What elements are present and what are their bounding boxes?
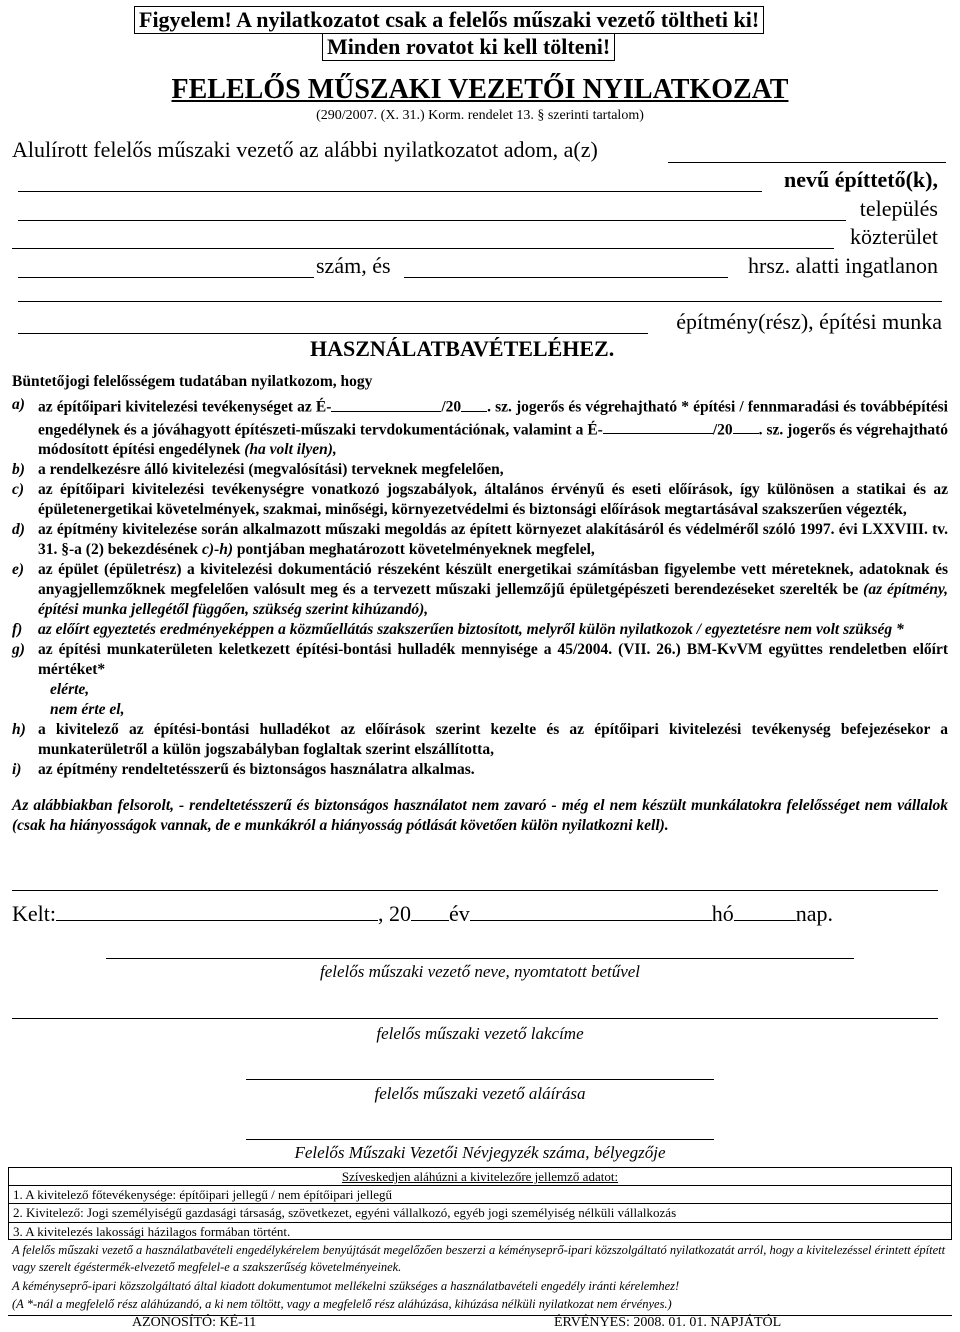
builder-name-field-2[interactable] bbox=[18, 191, 762, 192]
item-h bbox=[12, 720, 948, 760]
item-a-text6: (ha volt ilyen), bbox=[244, 441, 337, 458]
number-label: szám, és bbox=[316, 253, 391, 278]
year-label: év bbox=[449, 901, 470, 926]
item-a-label: a) bbox=[12, 396, 25, 413]
chimney-note: A felelős műszaki vezető a használatbavételi engedélykérelem benyújtását megelőzően beszerzi a kéményseprő-ipari közszolgáltató nyilatkozatát arról, hogy a kivitelezéssel érintett épített vagy szerelt égéstermék-elvezető megfelel-e a szakszerűség követelményeinek. bbox=[12, 1243, 946, 1274]
contractor-box bbox=[8, 1167, 952, 1240]
registry-caption: Felelős Műszaki Vezetői Névjegyzék száma, bélyegzője bbox=[294, 1143, 666, 1162]
warning-box-2 bbox=[322, 33, 615, 61]
warning-box-1 bbox=[134, 6, 764, 34]
item-d-text-italic: c)-h) bbox=[202, 541, 234, 558]
purpose-heading: HASZNÁLATBAVÉTELÉHEZ. bbox=[310, 336, 615, 361]
place-label: Kelt: bbox=[12, 901, 56, 926]
item-h-label: h) bbox=[12, 721, 26, 738]
registry-field[interactable] bbox=[246, 1139, 714, 1140]
lot-number-field[interactable] bbox=[404, 277, 728, 278]
item-f bbox=[12, 620, 948, 640]
item-e-text: az épület (épületrész) a kivitelezési dokumentáció részeként készült energetikai számításban figyelembe vett méreteknek, adatoknak és anyagjellemzőknek megfelelően valósult meg és a tervezett műszaki jellemzőjű épületgépészeti berendezéseket szerelték be bbox=[38, 561, 948, 598]
closing-statement: Az alábbiakban felsorolt, - rendeltetésszerű és biztonságos használatot nem zavaró - még el nem készült munkálatokra felelősséget nem vállalok (csak ha hiányosságok vannak, de e munkákról a hiányosság pótlását követően külön nyilatkozni kell). bbox=[12, 797, 948, 834]
name-field[interactable] bbox=[106, 958, 854, 959]
warning-text-2: Minden rovatot ki kell tölteni! bbox=[327, 34, 611, 59]
item-d-text: az építmény kivitelezése során alkalmazott műszaki megoldás az épített környezet alakításáról és védelméről szóló 1997. évi LXXVIII. tv. 31. §-a (2) bekezdésének bbox=[38, 521, 948, 558]
settlement-field[interactable] bbox=[18, 220, 846, 221]
warning-text-1: Figyelem! A nyilatkozatot csak a felelős műszaki vezető töltheti ki! bbox=[139, 7, 760, 32]
modified-permit-year-field[interactable] bbox=[733, 418, 759, 435]
declaration-intro: Büntetőjogi felelősségem tudatában nyilatkozom, hogy bbox=[12, 373, 373, 390]
item-a bbox=[12, 395, 948, 460]
contractor-option-3[interactable]: 3. A kivitelezés lakossági házilagos formában történt. bbox=[13, 1224, 291, 1239]
date-line bbox=[12, 898, 833, 928]
place-field[interactable] bbox=[56, 898, 378, 921]
address-field[interactable] bbox=[12, 1018, 938, 1019]
building-work-field-1[interactable] bbox=[18, 301, 942, 302]
form-id: AZONOSÍTÓ: KÉ-11 bbox=[132, 1315, 257, 1330]
contractor-prompt: Szíveskedjen aláhúzni a kivitelezőre jellemző adatot: bbox=[9, 1168, 951, 1186]
permit-number-field[interactable] bbox=[331, 395, 441, 412]
month-label: hó bbox=[711, 901, 734, 926]
permit-year-field[interactable] bbox=[461, 395, 487, 412]
address-caption: felelős műszaki vezető lakcíme bbox=[376, 1024, 584, 1043]
building-work-field-2[interactable] bbox=[18, 333, 648, 334]
item-f-text: az előírt egyeztetés eredményeképpen a közműellátás szakszerűen biztosított, melyről külön nyilatkozok / egyeztetésre nem volt szükség * bbox=[38, 621, 904, 638]
declaration-body bbox=[12, 372, 948, 836]
item-a-text1: az építőipari kivitelezési tevékenységet az É- bbox=[38, 398, 332, 416]
signature-caption: felelős műszaki vezető aláírása bbox=[374, 1084, 586, 1103]
item-g-option-1[interactable]: elérte, bbox=[50, 681, 90, 698]
item-c-text: az építőipari kivitelezési tevékenységre vonatkozó jogszabályok, általános érvényű és eseti előírások, így különösen a statikai és az épületenergetikai követelmények, szakmai, minőségi, környezetvédelmi és biztonsági előírások megtartásával szakszerűen végezték, bbox=[38, 481, 948, 518]
item-d bbox=[12, 520, 948, 560]
item-g-label: g) bbox=[12, 641, 25, 658]
item-d-text2: pontjában meghatározott követelményeknek megfelel, bbox=[236, 541, 595, 558]
item-h-text: a kivitelező az építési-bontási hulladékot az előírások szerint kezelte és az építőipari kivitelezési tevékenység befejezésekor a munkaterületről a külön jogszabályban foglaltak szerint elszállította, bbox=[38, 721, 948, 758]
builder-label: nevű építtető(k), bbox=[784, 167, 938, 192]
month-field[interactable] bbox=[470, 898, 712, 921]
building-work-label: építmény(rész), építési munka bbox=[676, 309, 942, 334]
lot-label: hrsz. alatti ingatlanon bbox=[748, 253, 938, 278]
day-field[interactable] bbox=[734, 898, 796, 921]
builder-name-field-1[interactable] bbox=[668, 162, 946, 163]
day-label: nap. bbox=[795, 901, 834, 926]
name-caption: felelős műszaki vezető neve, nyomtatott betűvel bbox=[319, 962, 641, 981]
page-subtitle: (290/2007. (X. 31.) Korm. rendelet 13. § szerinti tartalom) bbox=[316, 108, 644, 123]
year-field[interactable] bbox=[411, 898, 449, 921]
item-c bbox=[12, 480, 948, 520]
attachment-note: A kéményseprő-ipari közszolgáltató által kiadott dokumentumot mellékelni szükséges a használatbavételi engedély iránti kérelemhez! bbox=[12, 1279, 680, 1293]
item-f-label: f) bbox=[12, 621, 23, 638]
item-c-label: c) bbox=[12, 481, 25, 498]
settlement-label: település bbox=[859, 196, 938, 221]
signature-field[interactable] bbox=[246, 1079, 714, 1080]
item-b bbox=[12, 460, 948, 480]
item-e-text-italic: (az építmény, építési munka jellegétől függően, szükség szerint kihúzandó), bbox=[38, 581, 949, 618]
item-b-label: b) bbox=[12, 461, 25, 478]
item-d-label: d) bbox=[12, 521, 25, 538]
contractor-option-1[interactable]: 1. A kivitelező főtevékenysége: építőipari jellegű / nem építőipari jellegű bbox=[9, 1186, 951, 1204]
item-a-text3: . sz. jogerős és végrehajtható * építési / fennmaradási és továbbépítési engedélynek és a jóváhagyott építészeti-műszaki tervdokumentációnak, valamint a É- bbox=[38, 398, 948, 438]
page-title: FELELŐS MŰSZAKI VEZETŐI NYILATKOZAT bbox=[171, 74, 789, 105]
intro-text: Alulírott felelős műszaki vezető az alábbi nyilatkozatot adom, a(z) bbox=[12, 137, 598, 162]
item-e bbox=[12, 560, 948, 620]
house-number-field[interactable] bbox=[18, 277, 314, 278]
unfinished-work-field[interactable] bbox=[12, 890, 938, 891]
public-area-label: közterület bbox=[850, 224, 938, 249]
item-a-text2: /20 bbox=[441, 398, 462, 416]
item-i-label: i) bbox=[12, 761, 22, 778]
item-b-text: a rendelkezésre álló kivitelezési (megvalósítási) terveknek megfelelően, bbox=[38, 461, 504, 478]
item-g-text: az építési munkaterületen keletkezett építési-bontási hulladék mennyisége a 45/2004. (VII. 26.) BM-KvVM együttes rendeletben előírt mértéket* bbox=[38, 641, 948, 678]
year-prefix: , 20 bbox=[378, 901, 411, 926]
item-a-text5: . sz. jogerős és végrehajtható módosított építési engedélynek bbox=[38, 421, 948, 458]
item-i bbox=[12, 760, 948, 780]
item-i-text: az építmény rendeltetésszerű és biztonságos használatra alkalmas. bbox=[38, 761, 475, 778]
item-g-option-2[interactable]: nem érte el, bbox=[50, 701, 125, 718]
contractor-option-2[interactable]: 2. Kivitelező: Jogi személyiségű gazdasági társaság, szövetkezet, egyéni vállalkozó, egyéb jogi személyiség nélküli vállalkozás bbox=[9, 1204, 951, 1223]
item-e-label: e) bbox=[12, 561, 25, 578]
public-area-field[interactable] bbox=[12, 248, 834, 249]
validity-note: (A *-nál a megfelelő rész aláhúzandó, a ki nem töltött, vagy a megfelelő rész aláhúzása, kihúzása nélküli nyilatkozat nem érvényes.) bbox=[12, 1297, 672, 1311]
item-a-text4: /20 bbox=[712, 421, 733, 438]
item-g bbox=[12, 640, 948, 720]
form-validity: ÉRVÉNYES: 2008. 01. 01. NAPJÁTÓL bbox=[554, 1315, 782, 1330]
modified-permit-number-field[interactable] bbox=[603, 418, 713, 435]
